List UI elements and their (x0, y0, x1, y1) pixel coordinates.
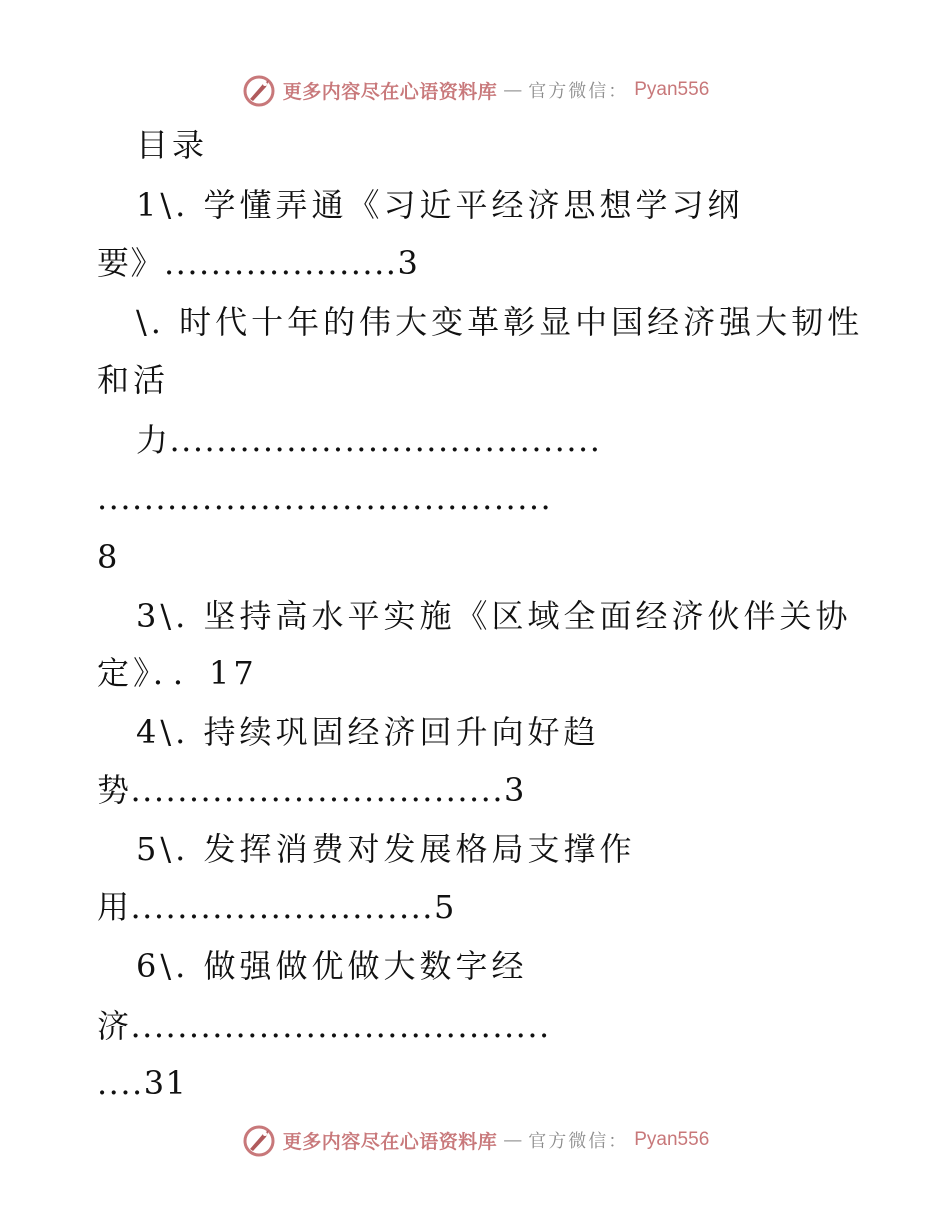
toc-entry-4-page: 势................................3 (97, 771, 526, 809)
toc-entry-3-page: 定》．．17 (97, 654, 258, 692)
footer-watermark (0, 1122, 950, 1158)
toc-entry-1: 1\. 学懂弄通《习近平经济思想学习纲 (136, 186, 744, 224)
watermark-separator: — (503, 79, 523, 101)
header-watermark (0, 72, 950, 108)
toc-entry-2-dots-2: ....................................... (97, 479, 553, 517)
pen-logo-icon (241, 72, 277, 108)
watermark-official: 官方微信： (528, 81, 629, 102)
toc-entry-2: \. 时代十年的伟大变革彰显中国经济强大韧性 (136, 303, 864, 341)
toc-entry-2-page: 8 (97, 538, 122, 576)
toc-entry-1-page: 要》....................3 (97, 244, 420, 282)
watermark-text: 更多内容尽在心语资料库 (282, 1130, 498, 1153)
toc-entry-6-page: ....31 (97, 1064, 188, 1102)
watermark-separator: — (503, 1129, 523, 1151)
watermark-text: 更多内容尽在心语资料库 (282, 80, 498, 103)
toc-entry-4: 4\. 持续巩固经济回升向好趋 (136, 713, 600, 751)
toc-title: 目录 (136, 126, 209, 164)
toc-entry-6-dots: 济.................................... (97, 1007, 551, 1045)
watermark-official: 官方微信： (528, 1131, 629, 1152)
toc-entry-5-page: 用..........................5 (97, 888, 456, 926)
watermark-wechat-id: Pyan556 (634, 1129, 710, 1150)
toc-entry-3: 3\. 坚持高水平实施《区域全面经济伙伴关协 (136, 597, 852, 635)
toc-entry-6: 6\. 做强做优做大数字经 (136, 947, 528, 985)
watermark-wechat-id: Pyan556 (634, 79, 710, 100)
pen-logo-icon (241, 1122, 277, 1158)
toc-entry-2-dots-1: 力..................................... (136, 421, 602, 459)
toc-entry-2-cont: 和活 (97, 361, 170, 399)
toc-entry-5: 5\. 发挥消费对发展格局支撑作 (136, 830, 636, 868)
